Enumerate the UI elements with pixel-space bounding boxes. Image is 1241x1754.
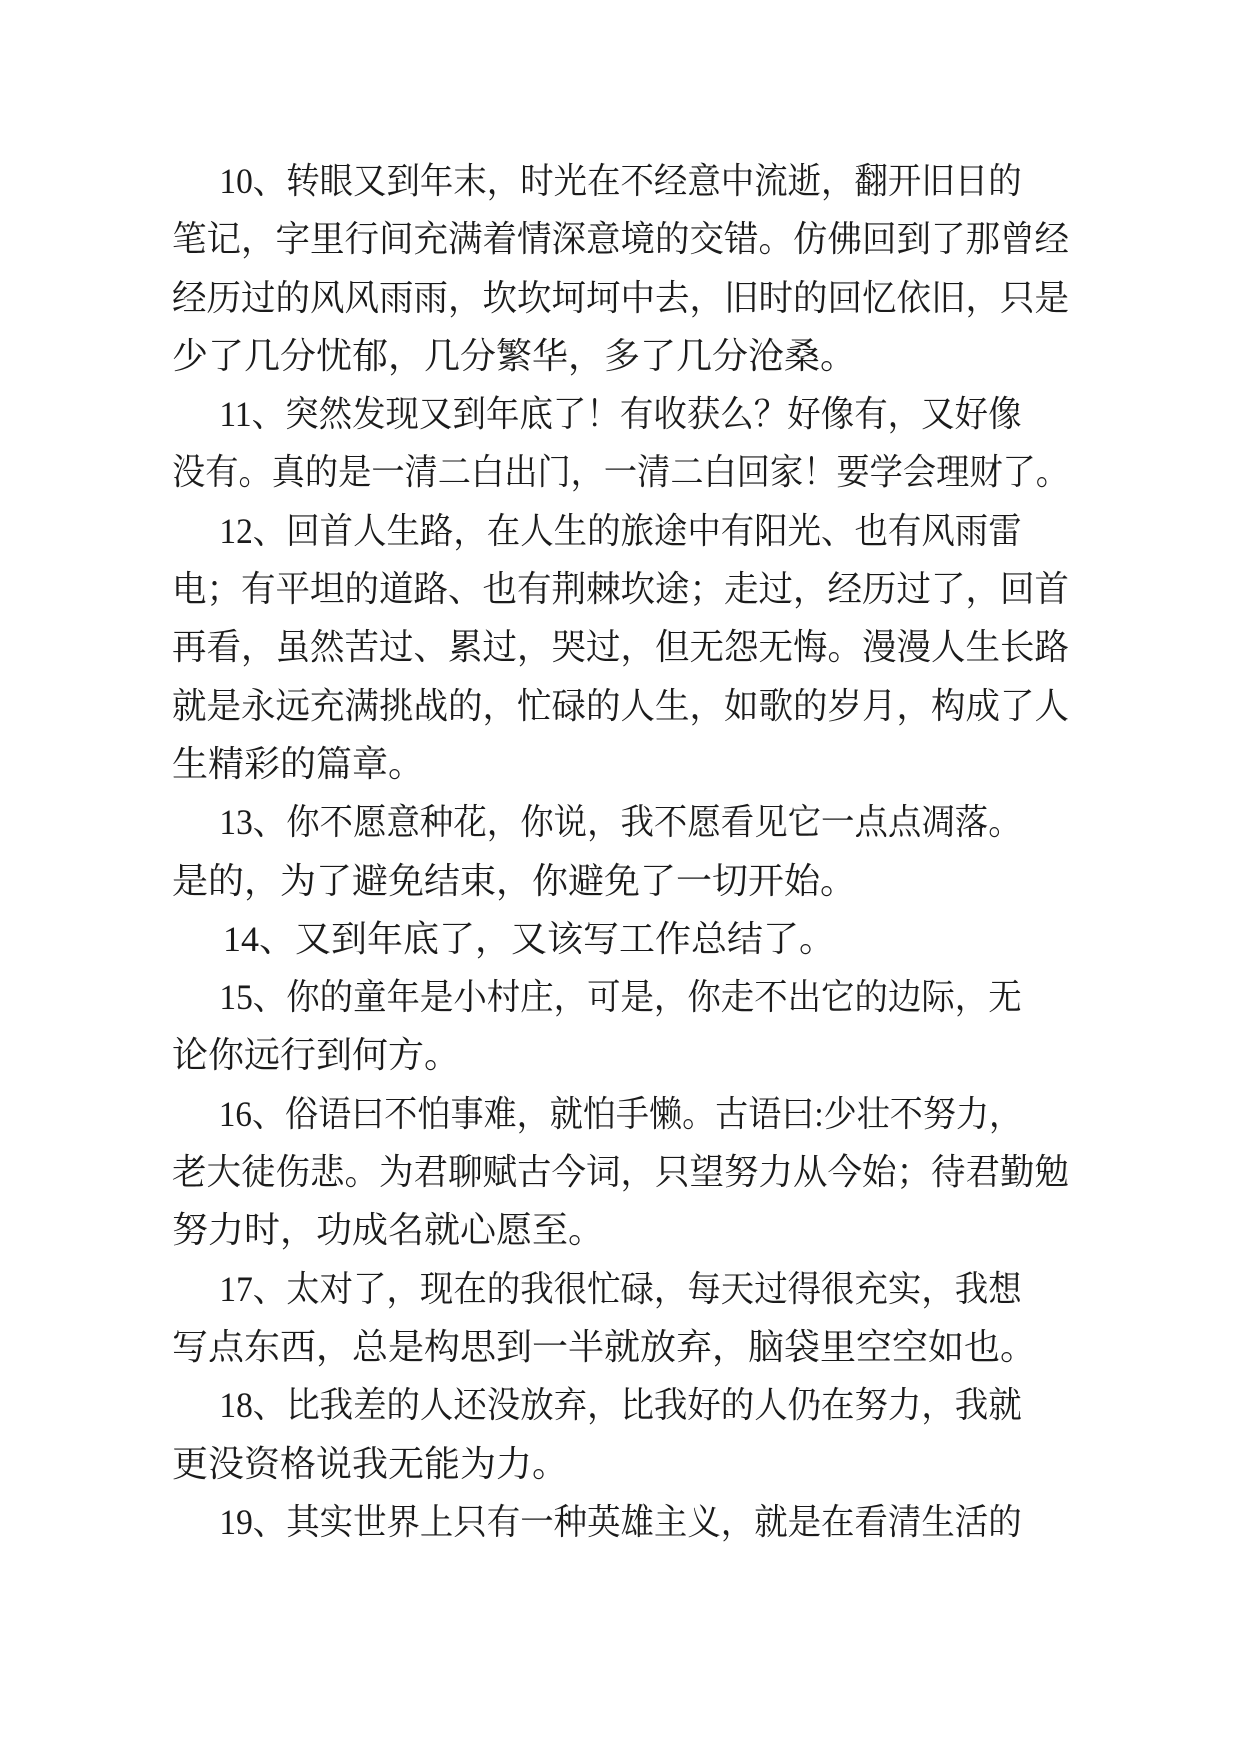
text-line: 是的，为了避免结束，你避免了一切开始。 [172,860,857,901]
text-line: 11、突然发现又到年底了！有收获么？好像有，又好像 [219,394,1022,435]
quote-item-11 [172,385,1069,502]
text-line: 少了几分忧郁，几分繁华，多了几分沧桑。 [172,335,857,376]
text-line: 17、太对了，现在的我很忙碌，每天过得很充实，我想 [219,1268,1022,1309]
text-line: 老大徒伤悲。为君聊赋古今词，只望努力从今始；待君勤勉 [172,1152,1069,1193]
text-line: 更没资格说我无能为力。 [172,1443,569,1484]
quote-item-12 [172,502,1069,793]
text-line: 生精彩的篇章。 [172,743,425,784]
document-page-content [172,152,1069,1551]
text-line: 15、你的童年是小村庄，可是，你走不出它的边际，无 [219,977,1022,1018]
quote-item-18 [172,1376,1069,1493]
text-line: 10、转眼又到年末，时光在不经意中流逝，翻开旧日的 [219,161,1022,201]
text-line: 13、你不愿意种花，你说，我不愿看见它一点点凋落。 [219,802,1022,843]
quote-item-16 [172,1085,1069,1260]
text-line: 努力时，功成名就心愿至。 [172,1210,605,1251]
text-line: 14、又到年底了，又该写工作总结了。 [223,918,836,959]
text-line: 16、俗语曰不怕事难，就怕手懒。古语曰:少壮不努力， [218,1093,1023,1134]
text-line: 12、回首人生路，在人生的旅途中有阳光、也有风雨雷 [219,510,1022,551]
quote-item-17 [172,1260,1069,1377]
text-line: 笔记，字里行间充满着情深意境的交错。仿佛回到了那曾经 [172,219,1069,260]
text-line: 写点东西，总是构思到一半就放弃，脑袋里空空如也。 [172,1326,1037,1367]
text-line: 18、比我差的人还没放弃，比我好的人仍在努力，我就 [219,1385,1022,1426]
text-line: 论你远行到何方。 [172,1035,461,1076]
quote-item-14 [172,910,1069,968]
text-line: 经历过的风风雨雨，坎坎坷坷中去，旧时的回忆依旧，只是 [172,277,1069,318]
text-line: 电；有平坦的道路、也有荆棘坎途；走过，经历过了，回首 [172,569,1069,610]
quote-item-19 [172,1493,1069,1551]
quote-item-15 [172,968,1069,1085]
text-line: 再看，虽然苦过、累过，哭过，但无怨无悔。漫漫人生长路 [172,627,1069,668]
text-line: 没有。真的是一清二白出门，一清二白回家！要学会理财了。 [172,452,1069,493]
text-line: 19、其实世界上只有一种英雄主义，就是在看清生活的 [219,1501,1022,1542]
text-line: 就是永远充满挑战的，忙碌的人生，如歌的岁月，构成了人 [172,685,1069,726]
quote-item-10 [172,152,1069,385]
quote-item-13 [172,793,1069,910]
